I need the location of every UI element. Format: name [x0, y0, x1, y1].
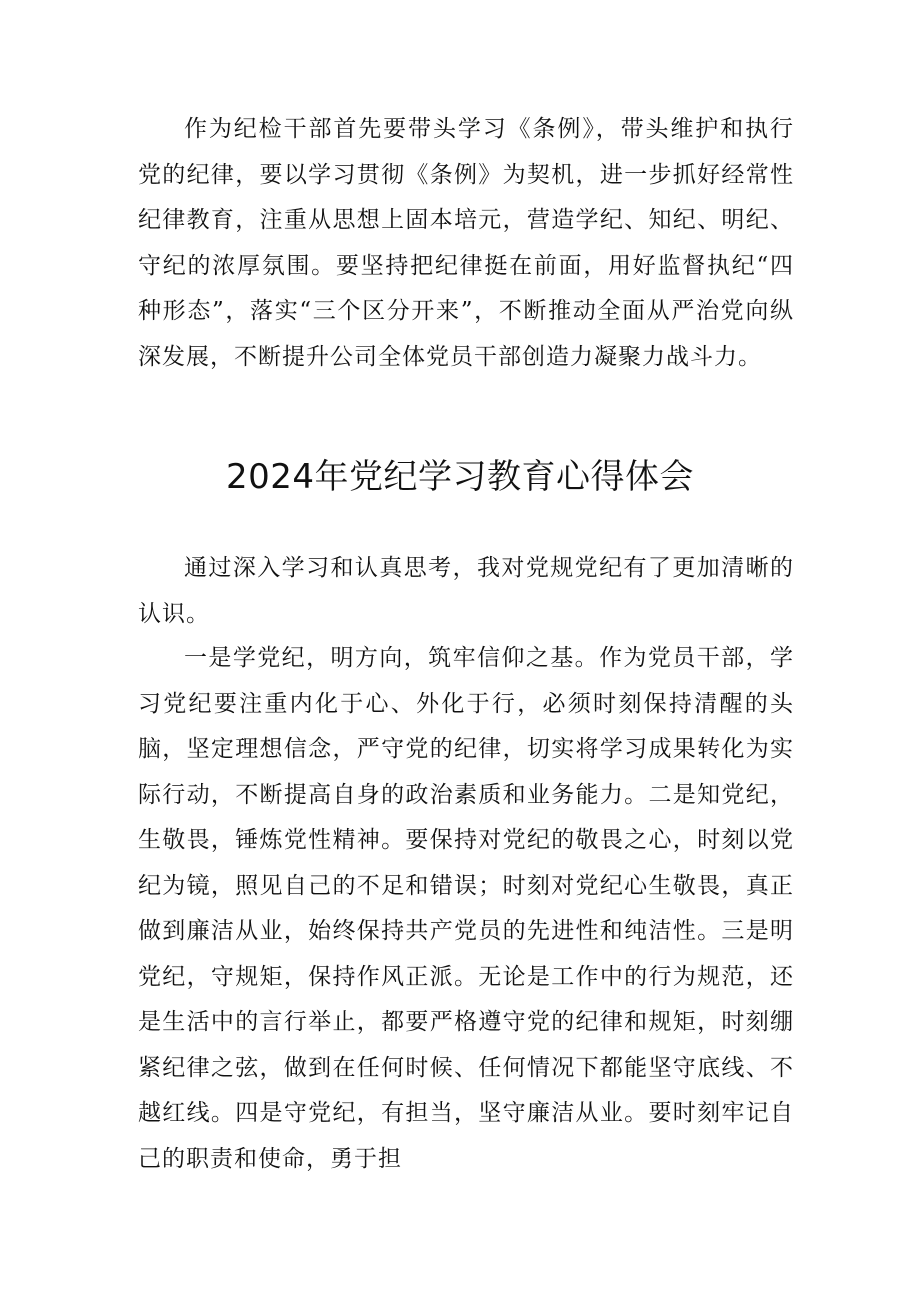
- body-paragraph-2: 通过深入学习和认真思考，我对党规党纪有了更加清晰的认识。: [138, 555, 794, 627]
- document-title: 2024年党纪学习教育心得体会: [225, 457, 695, 497]
- body-paragraph-3: 一是学党纪，明方向，筑牢信仰之基。作为党员干部，学习党纪要注重内化于心、外化于行，必须时刻保持清醒的头脑，坚定理想信念，严守党的纪律，切实将学习成果转化为实际行动，不断提高自身的政治素质和业务能力。二是知党纪，生敬畏，锤炼党性精神。要保持对党纪的敬畏之心，时刻以党纪为镜，照见自己的不足和错误；时刻对党纪心生敬畏，真正做到廉洁从业，始终保持共产党员的先进性和纯洁性。三是明党纪，守规矩，保持作风正派。无论是工作中的行为规范，还是生活中的言行举止，都要严格遵守党的纪律和规矩，时刻绷紧纪律之弦，做到在任何时候、任何情况下都能坚守底线、不越红线。四是守党纪，有担当，坚守廉洁从业。要时刻牢记自己的职责和使命，勇于担: [138, 645, 794, 1172]
- body-paragraph-1: 作为纪检干部首先要带头学习《条例》，带头维护和执行党的纪律，要以学习贯彻《条例》为契机，进一步抓好经常性纪律教育，注重从思想上固本培元，营造学纪、知纪、明纪、守纪的浓厚氛围。要坚持把纪律挺在前面，用好监督执纪“四种形态”，落实“三个区分开来”，不断推动全面从严治党向纵深发展，不断提升公司全体党员干部创造力凝聚力战斗力。: [138, 116, 794, 370]
